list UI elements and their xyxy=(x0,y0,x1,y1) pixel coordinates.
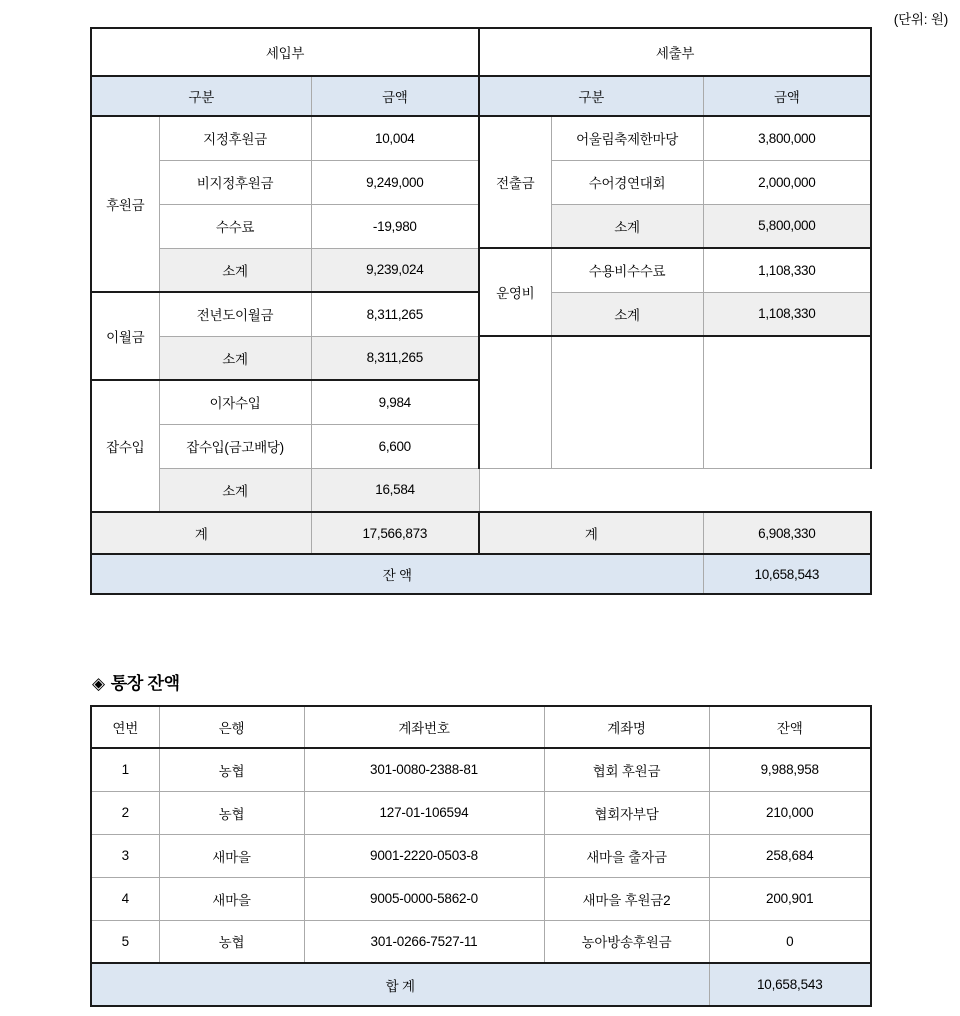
revenue-item-label: 전년도이월금 xyxy=(159,292,311,336)
header-revenue: 세입부 xyxy=(91,28,479,76)
table-row xyxy=(91,248,871,292)
settlement-top-header-row xyxy=(91,28,871,76)
bank-row-balance: 210,000 xyxy=(709,791,871,834)
revenue-subtotal-label: 소계 xyxy=(159,468,311,512)
bank-header-row xyxy=(91,706,871,748)
bank-row-balance: 258,684 xyxy=(709,834,871,877)
bank-row-account-no: 301-0080-2388-81 xyxy=(304,748,544,791)
bank-row-no: 2 xyxy=(91,791,159,834)
col-header-no: 연번 xyxy=(91,706,159,748)
bank-row-bank: 농협 xyxy=(159,748,304,791)
expenditure-item-label: 수용비수수료 xyxy=(551,248,703,292)
expenditure-subtotal-amount: 1,108,330 xyxy=(703,292,871,336)
bank-section-title xyxy=(92,669,180,694)
bank-row-no: 4 xyxy=(91,877,159,920)
revenue-item-amount: 10,004 xyxy=(311,116,479,160)
bank-row-bank: 농협 xyxy=(159,791,304,834)
col-header-account-name: 계좌명 xyxy=(544,706,709,748)
bank-row-account-no: 301-0266-7527-11 xyxy=(304,920,544,963)
expenditure-empty-label-cell xyxy=(551,336,703,468)
revenue-subtotal-amount: 8,311,265 xyxy=(311,336,479,380)
balance-label: 잔 액 xyxy=(91,554,703,594)
revenue-subtotal-amount: 16,584 xyxy=(311,468,479,512)
bank-row-account-name: 새마을 후원금2 xyxy=(544,877,709,920)
bank-total-amount: 10,658,543 xyxy=(709,963,871,1006)
expenditure-item-amount: 3,800,000 xyxy=(703,116,871,160)
bank-section-title-text: 통장 잔액 xyxy=(110,674,180,693)
revenue-subtotal-amount: 9,239,024 xyxy=(311,248,479,292)
bank-row-balance: 200,901 xyxy=(709,877,871,920)
bank-row-balance: 0 xyxy=(709,920,871,963)
table-row xyxy=(91,116,871,160)
subheader-revenue-amount: 금액 xyxy=(311,76,479,116)
balance-amount: 10,658,543 xyxy=(703,554,871,594)
bank-row-account-name: 협회 후원금 xyxy=(544,748,709,791)
revenue-group-label: 잡수입 xyxy=(91,380,159,512)
revenue-subtotal-label: 소계 xyxy=(159,336,311,380)
col-header-balance: 잔액 xyxy=(709,706,871,748)
revenue-item-amount: 9,984 xyxy=(311,380,479,424)
bank-balance-table xyxy=(90,705,872,1007)
expenditure-empty-amount-cell xyxy=(703,336,871,468)
diamond-bullet-icon: ◈ xyxy=(92,674,105,693)
subheader-revenue-category: 구분 xyxy=(91,76,311,116)
bank-row-no: 3 xyxy=(91,834,159,877)
subheader-expenditure-amount: 금액 xyxy=(703,76,871,116)
revenue-item-amount: 6,600 xyxy=(311,424,479,468)
revenue-item-amount: 9,249,000 xyxy=(311,160,479,204)
settlement-total-row xyxy=(91,512,871,554)
table-row xyxy=(91,468,871,512)
settlement-sub-header-row xyxy=(91,76,871,116)
expenditure-subtotal-label: 소계 xyxy=(551,292,703,336)
col-header-account-no: 계좌번호 xyxy=(304,706,544,748)
bank-total-row xyxy=(91,963,871,1006)
bank-row-bank: 새마을 xyxy=(159,834,304,877)
revenue-item-label: 지정후원금 xyxy=(159,116,311,160)
revenue-item-amount: 8,311,265 xyxy=(311,292,479,336)
expenditure-total-amount: 6,908,330 xyxy=(703,512,871,554)
header-expenditure: 세출부 xyxy=(479,28,871,76)
bank-row-account-no: 9001-2220-0503-8 xyxy=(304,834,544,877)
settlement-table xyxy=(90,27,872,595)
table-row xyxy=(91,834,871,877)
table-row xyxy=(91,336,871,380)
expenditure-group-label: 운영비 xyxy=(479,248,551,336)
expenditure-subtotal-label: 소계 xyxy=(551,204,703,248)
bank-row-account-name: 농아방송후원금 xyxy=(544,920,709,963)
revenue-item-amount: -19,980 xyxy=(311,204,479,248)
revenue-group-label: 이월금 xyxy=(91,292,159,380)
table-row xyxy=(91,920,871,963)
revenue-subtotal-label: 소계 xyxy=(159,248,311,292)
bank-row-balance: 9,988,958 xyxy=(709,748,871,791)
bank-row-account-no: 9005-0000-5862-0 xyxy=(304,877,544,920)
revenue-total-label: 계 xyxy=(91,512,311,554)
unit-note: (단위: 원) xyxy=(893,12,948,27)
subheader-expenditure-category: 구분 xyxy=(479,76,703,116)
expenditure-item-label: 어울림축제한마당 xyxy=(551,116,703,160)
bank-row-account-name: 협회자부담 xyxy=(544,791,709,834)
bank-row-account-name: 새마을 출자금 xyxy=(544,834,709,877)
table-row xyxy=(91,748,871,791)
revenue-group-label: 후원금 xyxy=(91,116,159,292)
bank-row-bank: 농협 xyxy=(159,920,304,963)
bank-row-bank: 새마을 xyxy=(159,877,304,920)
expenditure-item-amount: 1,108,330 xyxy=(703,248,871,292)
settlement-balance-row xyxy=(91,554,871,594)
expenditure-total-label: 계 xyxy=(479,512,703,554)
expenditure-item-amount: 2,000,000 xyxy=(703,160,871,204)
revenue-item-label: 비지정후원금 xyxy=(159,160,311,204)
table-row xyxy=(91,877,871,920)
expenditure-subtotal-amount: 5,800,000 xyxy=(703,204,871,248)
col-header-bank: 은행 xyxy=(159,706,304,748)
revenue-item-label: 수수료 xyxy=(159,204,311,248)
bank-table-container xyxy=(90,705,870,1007)
settlement-table-container xyxy=(90,27,870,595)
bank-total-label: 합 계 xyxy=(91,963,709,1006)
bank-row-no: 1 xyxy=(91,748,159,791)
revenue-item-label: 이자수입 xyxy=(159,380,311,424)
expenditure-group-label: 전출금 xyxy=(479,116,551,248)
bank-row-account-no: 127-01-106594 xyxy=(304,791,544,834)
revenue-total-amount: 17,566,873 xyxy=(311,512,479,554)
bank-row-no: 5 xyxy=(91,920,159,963)
expenditure-empty-group-cell xyxy=(479,336,551,468)
expenditure-item-label: 수어경연대회 xyxy=(551,160,703,204)
revenue-item-label: 잡수입(금고배당) xyxy=(159,424,311,468)
table-row xyxy=(91,791,871,834)
